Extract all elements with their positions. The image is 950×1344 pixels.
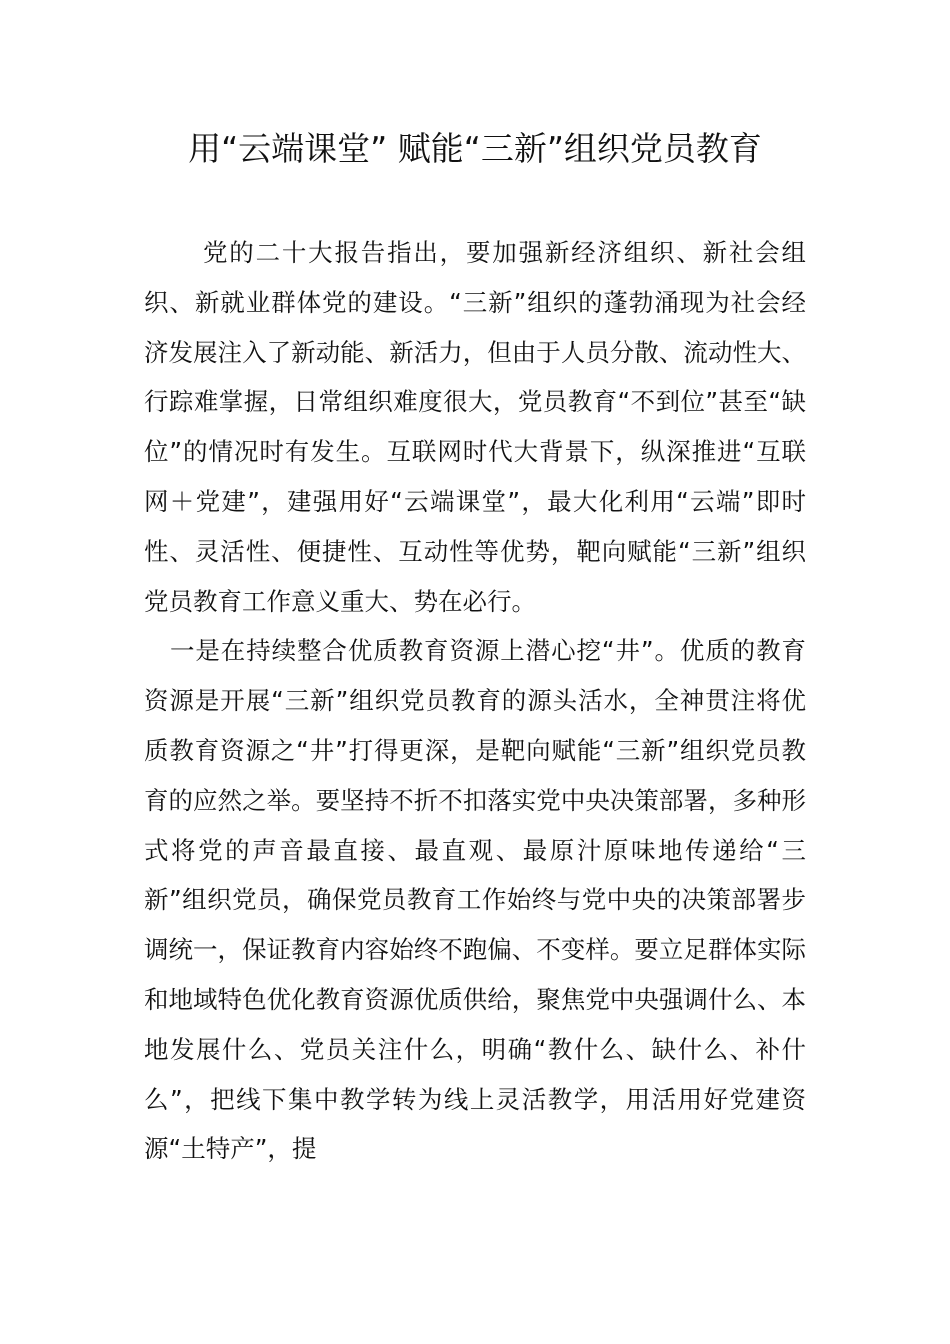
paragraph-intro: 党的二十大报告指出，要加强新经济组织、新社会组织、新就业群体党的建设。“三新”组织的蓬勃涌现为社会经济发展注入了新动能、新活力，但由于人员分散、流动性大、行踪难掌握，日常组织难度很大，党员教育“不到位”甚至“缺位”的情况时有发生。互联网时代大背景下，纵深推进“互联网＋党建”，建强用好“云端课堂”，最大化利用“云端”即时性、灵活性、便捷性、互动性等优势，靶向赋能“三新”组织党员教育工作意义重大、势在必行。 <box>144 238 806 616</box>
paragraph-point-one: 一是在持续整合优质教育资源上潜心挖“井”。优质的教育资源是开展“三新”组织党员教育的源头活水，全神贯注将优质教育资源之“井”打得更深，是靶向赋能“三新”组织党员教育的应然之举。要坚持不折不扣落实党中央决策部署，多种形式将党的声音最直接、最直观、最原汁原味地传递给“三新”组织党员，确保党员教育工作始终与党中央的决策部署步调统一，保证教育内容始终不跑偏、不变样。要立足群体实际和地域特色优化教育资源优质供给，聚焦党中央强调什么、本地发展什么、党员关注什么，明确“教什么、缺什么、补什么”，把线下集中教学转为线上灵活教学，用活用好党建资源“土特产”，提 <box>144 636 806 1164</box>
document-title: 用“云端课堂” 赋能“三新”组织党员教育 <box>188 129 762 168</box>
document-body <box>144 228 806 1174</box>
